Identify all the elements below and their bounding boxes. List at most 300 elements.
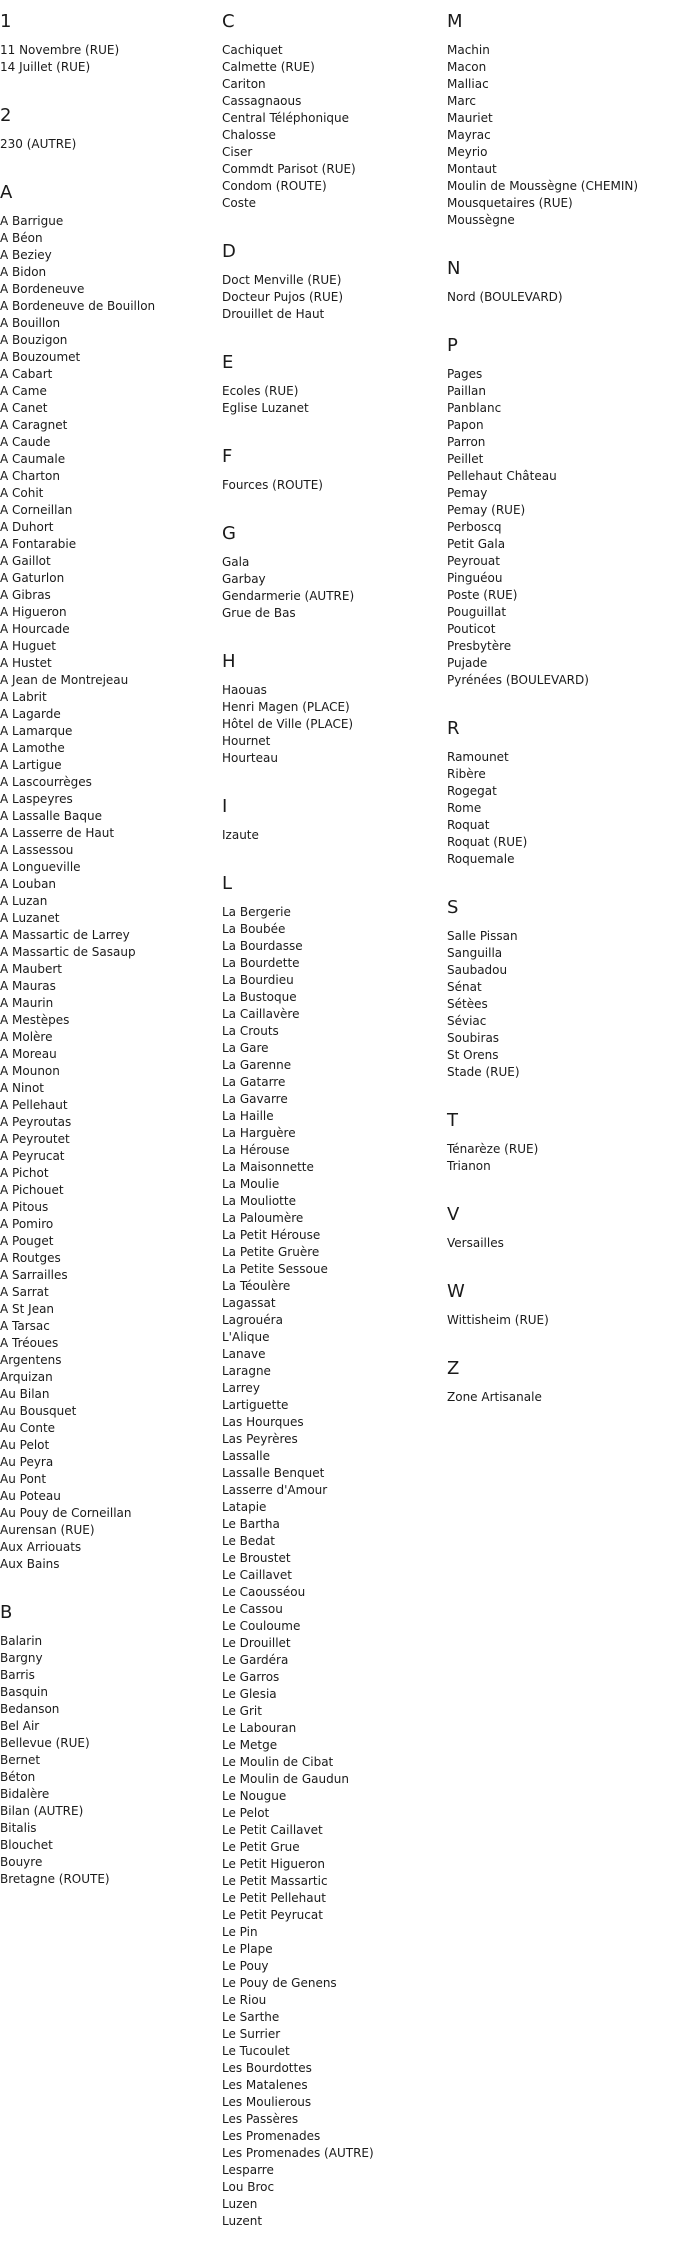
- street-link[interactable]: Le Garros: [222, 1670, 280, 1684]
- street-link[interactable]: La Moulie: [222, 1177, 280, 1191]
- street-link[interactable]: 11 Novembre (RUE): [0, 43, 120, 57]
- street-link[interactable]: Hourteau: [222, 751, 278, 765]
- street-link[interactable]: A Lassessou: [0, 843, 74, 857]
- street-list: [0, 213, 220, 1573]
- street-link[interactable]: Roquat (RUE): [447, 835, 528, 849]
- street-link[interactable]: Mayrac: [447, 128, 491, 142]
- street-link[interactable]: A Lascourrèges: [0, 775, 92, 789]
- street-link[interactable]: A Pichouet: [0, 1183, 64, 1197]
- street-link[interactable]: Séviac: [447, 1014, 487, 1028]
- street-link[interactable]: Panblanc: [447, 401, 502, 415]
- street-link[interactable]: Machin: [447, 43, 490, 57]
- street-link[interactable]: Le Pouy: [222, 1959, 269, 1973]
- street-link[interactable]: A Sarrat: [0, 1285, 49, 1299]
- street-link[interactable]: A Lamarque: [0, 724, 73, 738]
- street-link[interactable]: Sénat: [447, 980, 482, 994]
- street-link[interactable]: Trianon: [447, 1159, 491, 1173]
- street-link[interactable]: Le Grit: [222, 1704, 262, 1718]
- street-link[interactable]: Bernet: [0, 1753, 41, 1767]
- street-link[interactable]: Le Riou: [222, 1993, 267, 2007]
- street-link[interactable]: Bellevue (RUE): [0, 1736, 90, 1750]
- street-link[interactable]: Lartiguette: [222, 1398, 289, 1412]
- street-link[interactable]: Parron: [447, 435, 486, 449]
- street-link[interactable]: A Maubert: [0, 962, 62, 976]
- street-link[interactable]: A Gibras: [0, 588, 51, 602]
- street-link[interactable]: Blouchet: [0, 1838, 53, 1852]
- street-link[interactable]: Zone Artisanale: [447, 1390, 542, 1404]
- street-link[interactable]: Condom (ROUTE): [222, 179, 327, 193]
- section-spacer: [222, 212, 442, 229]
- section-spacer: [0, 1573, 220, 1590]
- street-link[interactable]: Le Petit Pellehaut: [222, 1891, 326, 1905]
- street-link[interactable]: Le Caousséou: [222, 1585, 306, 1599]
- street-link[interactable]: Salle Pissan: [447, 929, 518, 943]
- street-link[interactable]: Luzent: [222, 2214, 263, 2228]
- street-link[interactable]: A Caumale: [0, 452, 66, 466]
- street-link[interactable]: Au Poteau: [0, 1489, 61, 1503]
- street-link[interactable]: Malliac: [447, 77, 489, 91]
- street-link[interactable]: A Lagarde: [0, 707, 61, 721]
- letter-section: [0, 1590, 220, 1905]
- section-letter-heading: B: [0, 1602, 13, 1623]
- street-link[interactable]: Le Pouy de Genens: [222, 1976, 337, 1990]
- street-link[interactable]: Stade (RUE): [447, 1065, 520, 1079]
- street-link[interactable]: Au Pelot: [0, 1438, 50, 1452]
- street-link[interactable]: A St Jean: [0, 1302, 55, 1316]
- street-link[interactable]: Montaut: [447, 162, 497, 176]
- street-link[interactable]: Lou Broc: [222, 2180, 275, 2194]
- street-link[interactable]: A Bordeneuve: [0, 282, 85, 296]
- street-link[interactable]: Ténarèze (RUE): [447, 1142, 539, 1156]
- section-spacer: [447, 1175, 675, 1192]
- street-link[interactable]: A Sarrailles: [0, 1268, 68, 1282]
- street-link[interactable]: A Lassalle Baque: [0, 809, 102, 823]
- street-link[interactable]: Le Moulin de Gaudun: [222, 1772, 349, 1786]
- street-link[interactable]: A Higueron: [0, 605, 67, 619]
- street-link[interactable]: Gala: [222, 555, 250, 569]
- street-link[interactable]: A Pellehaut: [0, 1098, 68, 1112]
- street-link[interactable]: Lasserre d'Amour: [222, 1483, 328, 1497]
- street-index-column-1: [0, 0, 220, 1905]
- street-link[interactable]: Le Plape: [222, 1942, 273, 1956]
- street-link[interactable]: La Petite Gruère: [222, 1245, 320, 1259]
- street-link[interactable]: Le Caillavet: [222, 1568, 292, 1582]
- street-link[interactable]: Latapie: [222, 1500, 267, 1514]
- street-link[interactable]: Barris: [0, 1668, 35, 1682]
- street-link[interactable]: A Caude: [0, 435, 51, 449]
- street-link[interactable]: A Pouget: [0, 1234, 54, 1248]
- street-link[interactable]: L'Alique: [222, 1330, 270, 1344]
- street-link[interactable]: Bretagne (ROUTE): [0, 1872, 110, 1886]
- street-list: [0, 1633, 220, 1888]
- street-link[interactable]: Haouas: [222, 683, 267, 697]
- street-link[interactable]: Balarin: [0, 1634, 43, 1648]
- street-link[interactable]: Le Labouran: [222, 1721, 297, 1735]
- street-link[interactable]: A Bouzoumet: [0, 350, 81, 364]
- street-link[interactable]: A Bouillon: [0, 316, 61, 330]
- street-link[interactable]: A Mounon: [0, 1064, 60, 1078]
- street-link[interactable]: La Gatarre: [222, 1075, 286, 1089]
- street-link[interactable]: Poste (RUE): [447, 588, 518, 602]
- section-letter-heading: D: [222, 241, 236, 262]
- street-link[interactable]: Lagassat: [222, 1296, 276, 1310]
- street-link[interactable]: A Hustet: [0, 656, 52, 670]
- street-list: [222, 272, 442, 323]
- street-link[interactable]: A Pomiro: [0, 1217, 54, 1231]
- street-link[interactable]: Lesparre: [222, 2163, 274, 2177]
- section-letter-heading: V: [447, 1204, 460, 1225]
- street-link[interactable]: Le Surrier: [222, 2027, 281, 2041]
- street-link[interactable]: Marc: [447, 94, 476, 108]
- street-link[interactable]: Le Petit Caillavet: [222, 1823, 323, 1837]
- street-link[interactable]: Presbytère: [447, 639, 512, 653]
- street-link[interactable]: A Jean de Montrejeau: [0, 673, 129, 687]
- street-link[interactable]: Au Peyra: [0, 1455, 54, 1469]
- section-spacer: [447, 1252, 675, 1269]
- street-link[interactable]: Fources (ROUTE): [222, 478, 323, 492]
- street-link[interactable]: Lanave: [222, 1347, 266, 1361]
- section-letter-heading: 2: [0, 105, 12, 126]
- street-link[interactable]: Au Conte: [0, 1421, 56, 1435]
- street-link[interactable]: A Peyroutet: [0, 1132, 70, 1146]
- street-link[interactable]: Les Matalenes: [222, 2078, 308, 2092]
- street-link[interactable]: La Paloumère: [222, 1211, 304, 1225]
- street-link[interactable]: A Fontarabie: [0, 537, 77, 551]
- street-link[interactable]: La Haille: [222, 1109, 274, 1123]
- street-link[interactable]: A Lamothe: [0, 741, 65, 755]
- street-link[interactable]: Ramounet: [447, 750, 509, 764]
- street-link[interactable]: Sanguilla: [447, 946, 503, 960]
- street-link[interactable]: Bel Air: [0, 1719, 40, 1733]
- street-link[interactable]: A Huguet: [0, 639, 56, 653]
- street-link[interactable]: A Came: [0, 384, 47, 398]
- street-link[interactable]: A Pichot: [0, 1166, 49, 1180]
- street-link[interactable]: A Barrigue: [0, 214, 64, 228]
- street-link[interactable]: A Bordeneuve de Bouillon: [0, 299, 156, 313]
- street-link[interactable]: A Mestèpes: [0, 1013, 70, 1027]
- street-link[interactable]: Pages: [447, 367, 483, 381]
- street-link[interactable]: A Ninot: [0, 1081, 44, 1095]
- street-link[interactable]: La Bergerie: [222, 905, 291, 919]
- section-spacer: [447, 1329, 675, 1346]
- street-link[interactable]: La Hérouse: [222, 1143, 290, 1157]
- street-link[interactable]: A Lasserre de Haut: [0, 826, 115, 840]
- street-link[interactable]: Pujade: [447, 656, 488, 670]
- street-link[interactable]: Le Bedat: [222, 1534, 275, 1548]
- street-link[interactable]: 230 (AUTRE): [0, 137, 77, 151]
- street-link[interactable]: Henri Magen (PLACE): [222, 700, 350, 714]
- street-link[interactable]: Les Passères: [222, 2112, 299, 2126]
- street-link[interactable]: Arquizan: [0, 1370, 53, 1384]
- street-link[interactable]: Meyrio: [447, 145, 488, 159]
- street-link[interactable]: La Maisonnette: [222, 1160, 314, 1174]
- street-link[interactable]: Pemay: [447, 486, 488, 500]
- section-letter-heading: F: [222, 446, 233, 467]
- street-link[interactable]: A Pitous: [0, 1200, 49, 1214]
- street-link[interactable]: Laragne: [222, 1364, 271, 1378]
- street-link[interactable]: A Mauras: [0, 979, 56, 993]
- street-link[interactable]: Bidalère: [0, 1787, 50, 1801]
- street-link[interactable]: Gendarmerie (AUTRE): [222, 589, 355, 603]
- street-link[interactable]: Sétèes: [447, 997, 488, 1011]
- street-link[interactable]: Le Bartha: [222, 1517, 280, 1531]
- street-link[interactable]: La Petite Sessoue: [222, 1262, 328, 1276]
- street-link[interactable]: Bedanson: [0, 1702, 60, 1716]
- street-link[interactable]: Roquemale: [447, 852, 515, 866]
- street-link[interactable]: Rogegat: [447, 784, 497, 798]
- street-list: [447, 928, 675, 1081]
- street-link[interactable]: Cassagnaous: [222, 94, 302, 108]
- street-link[interactable]: A Molère: [0, 1030, 53, 1044]
- street-link[interactable]: A Maurin: [0, 996, 54, 1010]
- street-link[interactable]: Le Broustet: [222, 1551, 291, 1565]
- street-link[interactable]: Ciser: [222, 145, 253, 159]
- street-link[interactable]: La Téoulère: [222, 1279, 291, 1293]
- street-link[interactable]: A Longueville: [0, 860, 81, 874]
- street-link[interactable]: Chalosse: [222, 128, 276, 142]
- letter-section: [0, 93, 220, 170]
- section-spacer: [0, 76, 220, 93]
- street-link[interactable]: Lassalle: [222, 1449, 270, 1463]
- street-link[interactable]: A Canet: [0, 401, 48, 415]
- street-link[interactable]: La Bustoque: [222, 990, 297, 1004]
- section-spacer: [222, 323, 442, 340]
- street-link[interactable]: Le Drouillet: [222, 1636, 291, 1650]
- street-link[interactable]: Moulin de Moussègne (CHEMIN): [447, 179, 639, 193]
- street-link[interactable]: Bouyre: [0, 1855, 43, 1869]
- street-link[interactable]: Bitalis: [0, 1821, 37, 1835]
- street-link[interactable]: Le Petit Higueron: [222, 1857, 326, 1871]
- street-link[interactable]: Central Téléphonique: [222, 111, 350, 125]
- street-link[interactable]: Perboscq: [447, 520, 502, 534]
- street-link[interactable]: A Caragnet: [0, 418, 68, 432]
- street-link[interactable]: Luzen: [222, 2197, 258, 2211]
- letter-section: [222, 861, 442, 2247]
- street-link[interactable]: Aux Bains: [0, 1557, 60, 1571]
- street-link[interactable]: A Routges: [0, 1251, 61, 1265]
- street-link[interactable]: A Duhort: [0, 520, 54, 534]
- street-link[interactable]: Moussègne: [447, 213, 515, 227]
- street-link[interactable]: La Caillavère: [222, 1007, 300, 1021]
- street-link[interactable]: A Moreau: [0, 1047, 57, 1061]
- section-letter-heading: M: [447, 11, 463, 32]
- street-link[interactable]: Les Promenades (AUTRE): [222, 2146, 374, 2160]
- street-link[interactable]: Cariton: [222, 77, 266, 91]
- street-link[interactable]: Le Petit Massartic: [222, 1874, 328, 1888]
- street-link[interactable]: A Tarsac: [0, 1319, 50, 1333]
- street-link[interactable]: La Mouliotte: [222, 1194, 296, 1208]
- street-link[interactable]: Le Cassou: [222, 1602, 283, 1616]
- street-link[interactable]: Lassalle Benquet: [222, 1466, 325, 1480]
- street-link[interactable]: Pouticot: [447, 622, 496, 636]
- street-link[interactable]: A Lartigue: [0, 758, 62, 772]
- street-link[interactable]: Basquin: [0, 1685, 48, 1699]
- street-link[interactable]: Saubadou: [447, 963, 508, 977]
- street-link[interactable]: Le Couloume: [222, 1619, 301, 1633]
- street-list: [447, 366, 675, 689]
- street-link[interactable]: Peyrouat: [447, 554, 500, 568]
- street-link[interactable]: Le Petit Grue: [222, 1840, 300, 1854]
- street-link[interactable]: A Beziey: [0, 248, 52, 262]
- street-link[interactable]: Paillan: [447, 384, 487, 398]
- section-spacer: [447, 1081, 675, 1098]
- street-list: [447, 1312, 675, 1329]
- street-link[interactable]: Pouguillat: [447, 605, 507, 619]
- street-link[interactable]: La Gavarre: [222, 1092, 288, 1106]
- street-link[interactable]: Lagrouéra: [222, 1313, 283, 1327]
- section-letter-heading: Z: [447, 1358, 460, 1379]
- street-link[interactable]: Soubiras: [447, 1031, 500, 1045]
- street-link[interactable]: Roquat: [447, 818, 490, 832]
- street-list: [222, 682, 442, 767]
- street-link[interactable]: A Peyrucat: [0, 1149, 65, 1163]
- section-spacer: [447, 868, 675, 885]
- section-letter-heading: G: [222, 523, 236, 544]
- street-link[interactable]: Rome: [447, 801, 482, 815]
- street-link[interactable]: A Charton: [0, 469, 60, 483]
- street-link[interactable]: Le Glesia: [222, 1687, 277, 1701]
- letter-section: [447, 0, 675, 246]
- street-link[interactable]: A Béon: [0, 231, 43, 245]
- street-link[interactable]: Au Pouy de Corneillan: [0, 1506, 132, 1520]
- street-link[interactable]: Hournet: [222, 734, 271, 748]
- street-link[interactable]: Bargny: [0, 1651, 43, 1665]
- street-link[interactable]: La Gare: [222, 1041, 269, 1055]
- street-link[interactable]: A Bouzigon: [0, 333, 68, 347]
- street-link[interactable]: La Crouts: [222, 1024, 279, 1038]
- street-link[interactable]: A Louban: [0, 877, 57, 891]
- letter-section: [222, 229, 442, 340]
- street-link[interactable]: La Bourdasse: [222, 939, 303, 953]
- street-link[interactable]: Les Moulierous: [222, 2095, 312, 2109]
- letter-section: [222, 784, 442, 861]
- letter-section: [0, 170, 220, 1590]
- street-link[interactable]: Bilan (AUTRE): [0, 1804, 84, 1818]
- street-link[interactable]: Le Tucoulet: [222, 2044, 290, 2058]
- street-link[interactable]: A Massartic de Larrey: [0, 928, 130, 942]
- street-link[interactable]: A Bidon: [0, 265, 47, 279]
- street-link[interactable]: A Massartic de Sasaup: [0, 945, 136, 959]
- street-link[interactable]: Aux Arriouats: [0, 1540, 82, 1554]
- street-link[interactable]: Izaute: [222, 828, 259, 842]
- street-link[interactable]: Calmette (RUE): [222, 60, 315, 74]
- street-link[interactable]: Nord (BOULEVARD): [447, 290, 563, 304]
- street-link[interactable]: Pemay (RUE): [447, 503, 526, 517]
- street-link[interactable]: A Cohit: [0, 486, 44, 500]
- street-link[interactable]: Les Promenades: [222, 2129, 321, 2143]
- street-link[interactable]: Le Petit Peyrucat: [222, 1908, 323, 1922]
- street-link[interactable]: Macon: [447, 60, 487, 74]
- street-link[interactable]: Papon: [447, 418, 484, 432]
- street-link[interactable]: Las Peyrères: [222, 1432, 298, 1446]
- street-link[interactable]: Commdt Parisot (RUE): [222, 162, 356, 176]
- street-link[interactable]: Le Gardéra: [222, 1653, 289, 1667]
- letter-section: [222, 434, 442, 511]
- section-spacer: [222, 494, 442, 511]
- street-link[interactable]: La Petit Hérouse: [222, 1228, 321, 1242]
- street-link[interactable]: Le Pelot: [222, 1806, 270, 1820]
- street-link[interactable]: Eglise Luzanet: [222, 401, 309, 415]
- street-link[interactable]: Larrey: [222, 1381, 260, 1395]
- street-link[interactable]: Pyrénées (BOULEVARD): [447, 673, 589, 687]
- street-link[interactable]: Las Hourques: [222, 1415, 304, 1429]
- letter-section: [447, 885, 675, 1098]
- street-link[interactable]: Béton: [0, 1770, 36, 1784]
- street-link[interactable]: La Harguère: [222, 1126, 296, 1140]
- street-link[interactable]: Versailles: [447, 1236, 504, 1250]
- street-link[interactable]: A Luzanet: [0, 911, 60, 925]
- street-link[interactable]: A Peyroutas: [0, 1115, 72, 1129]
- street-list: [222, 477, 442, 494]
- street-link[interactable]: Drouillet de Haut: [222, 307, 325, 321]
- street-link[interactable]: St Orens: [447, 1048, 499, 1062]
- street-link[interactable]: Cachiquet: [222, 43, 283, 57]
- street-link[interactable]: Wittisheim (RUE): [447, 1313, 549, 1327]
- street-link[interactable]: Mousquetaires (RUE): [447, 196, 573, 210]
- street-link[interactable]: Les Bourdottes: [222, 2061, 312, 2075]
- street-link[interactable]: Coste: [222, 196, 257, 210]
- street-link[interactable]: La Bourdieu: [222, 973, 294, 987]
- section-letter-heading: 1: [0, 11, 12, 32]
- street-link[interactable]: A Gaillot: [0, 554, 51, 568]
- letter-section: [447, 1269, 675, 1346]
- street-link[interactable]: Le Moulin de Cibat: [222, 1755, 334, 1769]
- street-list: [447, 749, 675, 868]
- street-link[interactable]: Le Nougue: [222, 1789, 287, 1803]
- street-link[interactable]: Petit Gala: [447, 537, 506, 551]
- street-link[interactable]: Docteur Pujos (RUE): [222, 290, 344, 304]
- street-link[interactable]: Le Metge: [222, 1738, 278, 1752]
- street-link[interactable]: Pinguéou: [447, 571, 503, 585]
- street-link[interactable]: Le Sarthe: [222, 2010, 280, 2024]
- street-list: [0, 136, 220, 153]
- section-spacer: [222, 767, 442, 784]
- street-link[interactable]: Aurensan (RUE): [0, 1523, 95, 1537]
- street-link[interactable]: A Labrit: [0, 690, 47, 704]
- street-link[interactable]: La Boubée: [222, 922, 286, 936]
- street-link[interactable]: Peillet: [447, 452, 484, 466]
- street-link[interactable]: La Bourdette: [222, 956, 300, 970]
- street-list: [222, 42, 442, 212]
- letter-section: [222, 639, 442, 784]
- street-link[interactable]: Ecoles (RUE): [222, 384, 299, 398]
- street-link[interactable]: A Cabart: [0, 367, 53, 381]
- street-link[interactable]: Au Pont: [0, 1472, 47, 1486]
- street-link[interactable]: Au Bousquet: [0, 1404, 77, 1418]
- street-link[interactable]: Argentens: [0, 1353, 62, 1367]
- street-link[interactable]: Le Pin: [222, 1925, 258, 1939]
- street-link[interactable]: A Hourcade: [0, 622, 70, 636]
- section-spacer: [222, 622, 442, 639]
- street-link[interactable]: La Garenne: [222, 1058, 292, 1072]
- street-link[interactable]: A Laspeyres: [0, 792, 73, 806]
- street-link[interactable]: Garbay: [222, 572, 266, 586]
- street-link[interactable]: A Gaturlon: [0, 571, 65, 585]
- street-link[interactable]: A Corneillan: [0, 503, 73, 517]
- street-link[interactable]: Au Bilan: [0, 1387, 50, 1401]
- street-link[interactable]: Grue de Bas: [222, 606, 296, 620]
- section-letter-heading: W: [447, 1281, 465, 1302]
- street-link[interactable]: Pellehaut Château: [447, 469, 557, 483]
- street-link[interactable]: A Luzan: [0, 894, 48, 908]
- street-link[interactable]: A Tréoues: [0, 1336, 59, 1350]
- section-letter-heading: N: [447, 258, 461, 279]
- street-link[interactable]: Ribère: [447, 767, 486, 781]
- street-link[interactable]: Mauriet: [447, 111, 493, 125]
- street-link[interactable]: 14 Juillet (RUE): [0, 60, 91, 74]
- street-link[interactable]: Hôtel de Ville (PLACE): [222, 717, 354, 731]
- street-link[interactable]: Doct Menville (RUE): [222, 273, 342, 287]
